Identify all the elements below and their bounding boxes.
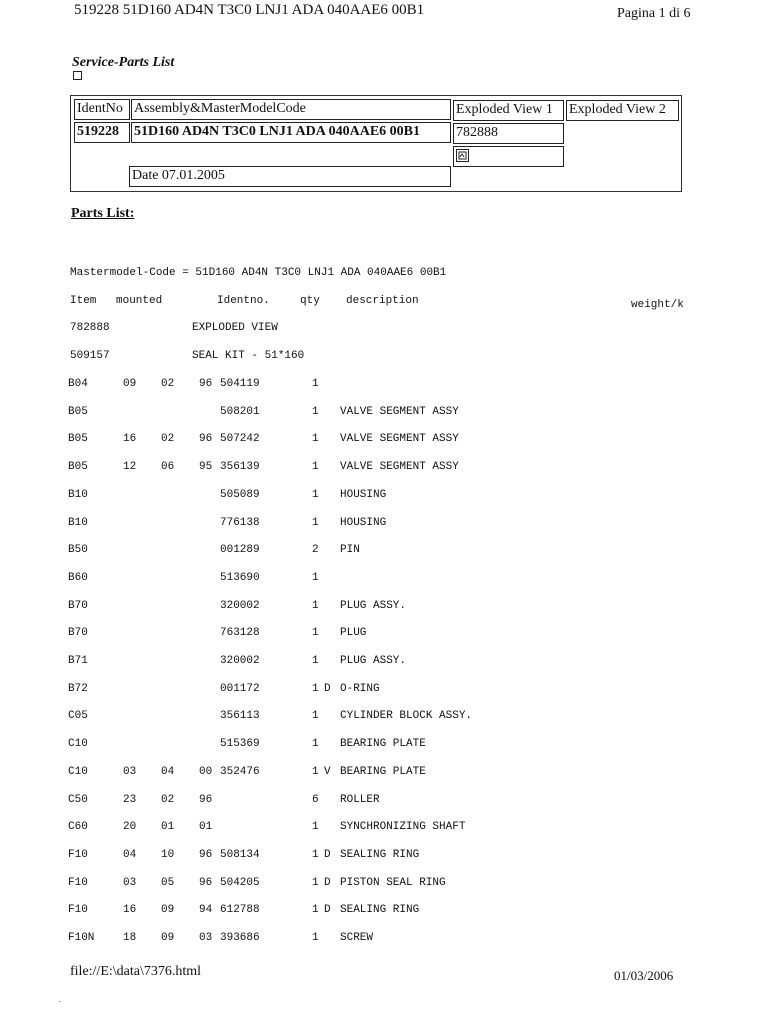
- cell-ident: 356139: [220, 461, 260, 473]
- cell-m2: 04: [161, 766, 175, 778]
- column-header-description: description: [346, 295, 419, 307]
- cell-item: B50: [68, 544, 88, 556]
- cell-ident: 001289: [220, 544, 260, 556]
- cell-qty: 1: [312, 877, 319, 889]
- cell-desc: VALVE SEGMENT ASSY: [340, 433, 459, 445]
- cell-qty: 1: [312, 849, 319, 861]
- cell-qty: 1: [312, 461, 319, 473]
- cell-ident: 505089: [220, 489, 260, 501]
- cell-item: B05: [68, 433, 88, 445]
- cell-item: B05: [68, 406, 88, 418]
- column-header-weight: weight/k: [631, 299, 684, 311]
- cell-qty: 1: [312, 489, 319, 501]
- cell-desc: PLUG ASSY.: [340, 655, 407, 667]
- cell-ident: 507242: [220, 433, 260, 445]
- cell-m3: 96: [199, 433, 213, 445]
- cell-m3: 96: [199, 849, 213, 861]
- cell-item: C10: [68, 738, 88, 750]
- cell-item: B70: [68, 627, 88, 639]
- cell-qty: 1: [312, 738, 319, 750]
- cell-ident: 612788: [220, 904, 260, 916]
- cell-desc: PISTON SEAL RING: [340, 877, 446, 889]
- column-header-item: Item: [70, 295, 97, 307]
- cell-item: B70: [68, 600, 88, 612]
- cell-qty: 1: [312, 766, 319, 778]
- cell-m3: 03: [199, 932, 213, 944]
- cell-desc: HOUSING: [340, 489, 387, 501]
- cell-flag: D: [324, 849, 331, 861]
- cell-desc: PIN: [340, 544, 360, 556]
- cell-item: F10N: [68, 932, 95, 944]
- page-title: Service-Parts List: [72, 55, 175, 70]
- cell-desc: HOUSING: [340, 517, 387, 529]
- cell-ident: 776138: [220, 517, 260, 529]
- cell-item: B72: [68, 683, 88, 695]
- cell-m3: 96: [199, 794, 213, 806]
- cell-item: B10: [68, 517, 88, 529]
- cell-desc: SEALING RING: [340, 904, 420, 916]
- cell-ident: 508134: [220, 849, 260, 861]
- cell-m1: 09: [123, 378, 137, 390]
- cell-qty: 2: [312, 544, 319, 556]
- checkbox[interactable]: [73, 71, 82, 80]
- cell-m1: 16: [123, 433, 137, 445]
- cell-qty: 1: [312, 378, 319, 390]
- exploded-view-2-header: Exploded View 2: [566, 100, 679, 121]
- cell-m1: 18: [123, 932, 137, 944]
- cell-qty: 1: [312, 821, 319, 833]
- column-header-identno: Identno.: [217, 295, 270, 307]
- cell-item: B10: [68, 489, 88, 501]
- cell-m1: 12: [123, 461, 137, 473]
- cell-qty: 1: [312, 932, 319, 944]
- cell-ident: 320002: [220, 600, 260, 612]
- footer-date: 01/03/2006: [614, 968, 674, 983]
- cell-m2: 05: [161, 877, 175, 889]
- cell-flag: D: [324, 683, 331, 695]
- cell-ident: 508201: [220, 406, 260, 418]
- cell-ident: 352476: [220, 766, 260, 778]
- cell-flag: D: [324, 904, 331, 916]
- cell-m3: 00: [199, 766, 213, 778]
- special-row-id: 782888: [70, 322, 110, 334]
- identno-value: 519228: [74, 122, 130, 143]
- cell-qty: 1: [312, 572, 319, 584]
- cell-ident: 515369: [220, 738, 260, 750]
- cell-m3: 01: [199, 821, 213, 833]
- cell-desc: PLUG: [340, 627, 367, 639]
- cell-desc: CYLINDER BLOCK ASSY.: [340, 710, 473, 722]
- cell-m2: 02: [161, 794, 175, 806]
- scan-mark: -: [58, 996, 62, 1007]
- cell-item: B71: [68, 655, 88, 667]
- cell-qty: 1: [312, 600, 319, 612]
- cell-ident: 513690: [220, 572, 260, 584]
- special-row-id: 509157: [70, 350, 110, 362]
- cell-item: B04: [68, 378, 88, 390]
- cell-desc: VALVE SEGMENT ASSY: [340, 406, 459, 418]
- cell-item: B60: [68, 572, 88, 584]
- page-number: Pagina 1 di 6: [617, 6, 691, 21]
- assembly-value: 51D160 AD4N T3C0 LNJ1 ADA 040AAE6 00B1: [131, 122, 451, 143]
- exploded-view-image-cell: [453, 146, 564, 167]
- cell-m1: 03: [123, 877, 137, 889]
- cell-item: F10: [68, 849, 88, 861]
- cell-item: F10: [68, 877, 88, 889]
- cell-desc: BEARING PLATE: [340, 766, 426, 778]
- cell-m1: 04: [123, 849, 137, 861]
- cell-item: C50: [68, 794, 88, 806]
- column-header-mounted: mounted: [116, 295, 163, 307]
- exploded-view-1-link[interactable]: 782888: [453, 123, 564, 144]
- cell-m3: 94: [199, 904, 213, 916]
- cell-m2: 06: [161, 461, 175, 473]
- cell-desc: SEALING RING: [340, 849, 420, 861]
- cell-m2: 09: [161, 904, 175, 916]
- identno-header: IdentNo: [74, 99, 130, 120]
- cell-m1: 03: [123, 766, 137, 778]
- footer-file-path: file://E:\data\7376.html: [70, 964, 202, 979]
- cell-ident: 393686: [220, 932, 260, 944]
- column-header-qty: qty: [300, 295, 320, 307]
- cell-m2: 02: [161, 433, 175, 445]
- cell-desc: SYNCHRONIZING SHAFT: [340, 821, 466, 833]
- cell-qty: 1: [312, 683, 319, 695]
- cell-ident: 320002: [220, 655, 260, 667]
- cell-qty: 1: [312, 627, 319, 639]
- special-row-description: EXPLODED VIEW: [192, 322, 278, 334]
- cell-m3: 95: [199, 461, 213, 473]
- cell-desc: VALVE SEGMENT ASSY: [340, 461, 459, 473]
- cell-desc: BEARING PLATE: [340, 738, 426, 750]
- cell-m1: 23: [123, 794, 137, 806]
- cell-m3: 96: [199, 378, 213, 390]
- page-header-title: 519228 51D160 AD4N T3C0 LNJ1 ADA 040AAE6 00B1: [74, 2, 425, 18]
- cell-ident: 504205: [220, 877, 260, 889]
- cell-m3: 96: [199, 877, 213, 889]
- broken-image-icon[interactable]: [456, 149, 469, 162]
- cell-desc: SCREW: [340, 932, 374, 944]
- mastermodel-code: Mastermodel-Code = 51D160 AD4N T3C0 LNJ1 ADA 040AAE6 00B1: [70, 267, 447, 279]
- cell-qty: 1: [312, 710, 319, 722]
- cell-ident: 504119: [220, 378, 260, 390]
- parts-list-heading: Parts List:: [71, 206, 135, 221]
- cell-item: C60: [68, 821, 88, 833]
- cell-item: C05: [68, 710, 88, 722]
- cell-qty: 1: [312, 904, 319, 916]
- cell-flag: V: [324, 766, 331, 778]
- cell-qty: 1: [312, 433, 319, 445]
- cell-m2: 09: [161, 932, 175, 944]
- cell-item: F10: [68, 904, 88, 916]
- cell-qty: 1: [312, 406, 319, 418]
- cell-ident: 356113: [220, 710, 260, 722]
- special-row-description: SEAL KIT - 51*160: [192, 350, 305, 362]
- cell-m1: 20: [123, 821, 137, 833]
- cell-m2: 10: [161, 849, 175, 861]
- cell-qty: 1: [312, 655, 319, 667]
- cell-item: B05: [68, 461, 88, 473]
- cell-desc: PLUG ASSY.: [340, 600, 407, 612]
- cell-item: C10: [68, 766, 88, 778]
- cell-qty: 6: [312, 794, 319, 806]
- cell-flag: D: [324, 877, 331, 889]
- cell-m2: 02: [161, 378, 175, 390]
- date-field: Date 07.01.2005: [129, 166, 451, 187]
- cell-qty: 1: [312, 517, 319, 529]
- cell-m1: 16: [123, 904, 137, 916]
- cell-ident: 763128: [220, 627, 260, 639]
- cell-desc: ROLLER: [340, 794, 380, 806]
- assembly-header: Assembly&MasterModelCode: [131, 99, 451, 120]
- exploded-view-1-header: Exploded View 1: [453, 100, 564, 121]
- cell-m2: 01: [161, 821, 175, 833]
- cell-desc: O-RING: [340, 683, 380, 695]
- cell-ident: 001172: [220, 683, 260, 695]
